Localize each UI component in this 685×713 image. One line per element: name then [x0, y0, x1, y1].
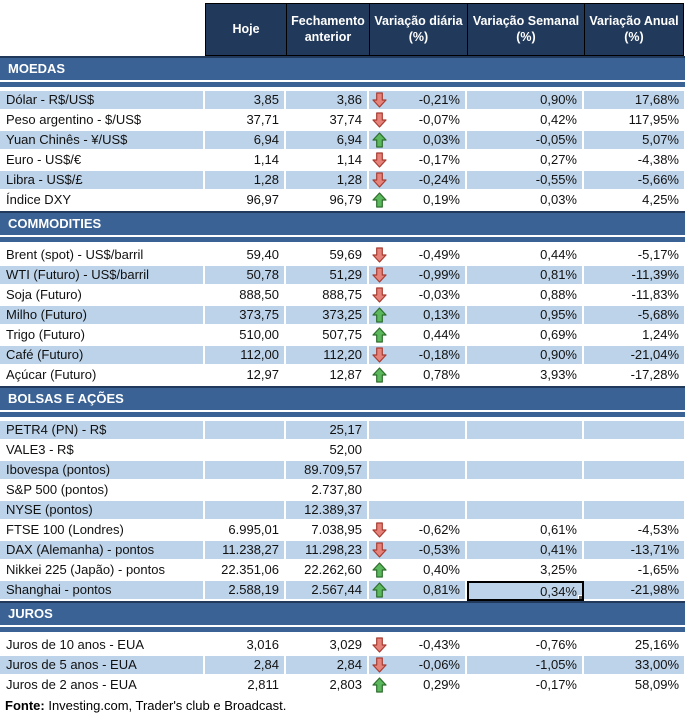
variacao-diaria-cell[interactable]: [369, 246, 467, 266]
fechamento-cell[interactable]: 373,25: [286, 306, 369, 326]
row-label-cell[interactable]: Trigo (Futuro): [0, 326, 205, 346]
variacao-anual-cell[interactable]: -11,39%: [584, 266, 684, 286]
fechamento-cell[interactable]: 112,20: [286, 346, 369, 366]
fechamento-cell[interactable]: 96,79: [286, 191, 369, 211]
trend-up-arrow-icon: [372, 677, 387, 693]
variacao-anual-cell[interactable]: -11,83%: [584, 286, 684, 306]
variacao-anual-cell[interactable]: -1,65%: [584, 561, 684, 581]
variacao-semanal-cell[interactable]: 0,81%: [467, 266, 584, 286]
variacao-diaria-cell[interactable]: [369, 366, 467, 386]
hoje-cell[interactable]: 12,97: [205, 366, 286, 386]
column-header-1[interactable]: Hoje: [206, 4, 286, 55]
row-label-cell[interactable]: DAX (Alemanha) - pontos: [0, 541, 205, 561]
column-header-2[interactable]: Fechamento anterior: [287, 4, 369, 55]
fechamento-cell[interactable]: 6,94: [286, 131, 369, 151]
hoje-cell[interactable]: 2.588,19: [205, 581, 286, 601]
trend-up-arrow-icon: [372, 192, 387, 208]
hoje-cell[interactable]: 1,28: [205, 171, 286, 191]
fechamento-cell[interactable]: 52,00: [286, 441, 369, 461]
variacao-diaria-value: -0,49%: [418, 247, 460, 262]
header-columns: [205, 3, 684, 56]
hoje-cell[interactable]: 1,14: [205, 151, 286, 171]
variacao-diaria-value: 0,78%: [423, 367, 460, 382]
fechamento-cell[interactable]: 51,29: [286, 266, 369, 286]
variacao-semanal-cell[interactable]: -1,05%: [467, 656, 584, 676]
hoje-cell[interactable]: 2,84: [205, 656, 286, 676]
row-label-cell[interactable]: WTI (Futuro) - US$/barril: [0, 266, 205, 286]
section-strip-moedas: [0, 82, 685, 87]
variacao-anual-cell[interactable]: 25,16%: [584, 636, 684, 656]
variacao-anual-cell[interactable]: 17,68%: [584, 91, 684, 111]
variacao-semanal-cell-selected[interactable]: 0,34%: [467, 581, 584, 601]
variacao-semanal-cell[interactable]: -0,05%: [467, 131, 584, 151]
variacao-diaria-cell[interactable]: [369, 521, 467, 541]
table-row: [0, 306, 685, 326]
variacao-anual-cell[interactable]: [584, 421, 684, 441]
variacao-diaria-cell[interactable]: [369, 151, 467, 171]
source-note-text: Investing.com, Trader's club e Broadcast.: [44, 698, 287, 713]
section-header-bolsas-e-a-es[interactable]: [0, 386, 685, 417]
trend-up-arrow-icon: [372, 307, 387, 323]
fechamento-cell[interactable]: 11.298,23: [286, 541, 369, 561]
row-label-cell[interactable]: PETR4 (PN) - R$: [0, 421, 205, 441]
row-label-cell[interactable]: Ibovespa (pontos): [0, 461, 205, 481]
hoje-cell[interactable]: 3,85: [205, 91, 286, 111]
variacao-semanal-cell[interactable]: 0,69%: [467, 326, 584, 346]
table-header: [0, 3, 685, 56]
table-row: [0, 441, 685, 461]
row-label-cell[interactable]: Juros de 2 anos - EUA: [0, 676, 205, 696]
variacao-semanal-cell[interactable]: 0,90%: [467, 91, 584, 111]
variacao-diaria-value: -0,18%: [418, 347, 460, 362]
trend-up-arrow-icon: [372, 327, 387, 343]
fechamento-cell[interactable]: 25,17: [286, 421, 369, 441]
variacao-semanal-cell[interactable]: 3,25%: [467, 561, 584, 581]
hoje-cell[interactable]: 3,016: [205, 636, 286, 656]
table-row: [0, 481, 685, 501]
column-header-3[interactable]: Variação diária (%): [370, 4, 467, 55]
hoje-cell[interactable]: [205, 461, 286, 481]
hoje-cell[interactable]: 373,75: [205, 306, 286, 326]
variacao-semanal-cell[interactable]: 0,95%: [467, 306, 584, 326]
table-row: [0, 266, 685, 286]
table-row: [0, 636, 685, 656]
table-row: [0, 501, 685, 521]
variacao-anual-cell[interactable]: -4,53%: [584, 521, 684, 541]
variacao-diaria-value: -0,17%: [418, 152, 460, 167]
variacao-diaria-value: -0,21%: [418, 92, 460, 107]
trend-icon-empty: [372, 462, 387, 478]
hoje-cell[interactable]: 22.351,06: [205, 561, 286, 581]
hoje-cell[interactable]: 50,78: [205, 266, 286, 286]
variacao-semanal-cell[interactable]: 0,88%: [467, 286, 584, 306]
fechamento-cell[interactable]: 3,029: [286, 636, 369, 656]
row-label-cell[interactable]: FTSE 100 (Londres): [0, 521, 205, 541]
section-header-commodities[interactable]: [0, 211, 685, 242]
variacao-diaria-value: -0,24%: [418, 172, 460, 187]
hoje-cell[interactable]: 510,00: [205, 326, 286, 346]
variacao-diaria-cell[interactable]: [369, 461, 467, 481]
fechamento-cell[interactable]: 2.737,80: [286, 481, 369, 501]
row-label-cell[interactable]: S&P 500 (pontos): [0, 481, 205, 501]
variacao-anual-cell[interactable]: 58,09%: [584, 676, 684, 696]
trend-down-arrow-icon: [372, 347, 387, 363]
trend-down-arrow-icon: [372, 112, 387, 128]
variacao-semanal-cell[interactable]: 0,27%: [467, 151, 584, 171]
variacao-anual-cell[interactable]: -13,71%: [584, 541, 684, 561]
variacao-diaria-value: -0,99%: [418, 267, 460, 282]
table-row: [0, 191, 685, 211]
hoje-cell[interactable]: 112,00: [205, 346, 286, 366]
variacao-semanal-cell[interactable]: 3,93%: [467, 366, 584, 386]
variacao-semanal-cell[interactable]: 0,42%: [467, 111, 584, 131]
hoje-cell[interactable]: [205, 501, 286, 521]
trend-down-arrow-icon: [372, 637, 387, 653]
trend-icon-empty: [372, 502, 387, 518]
variacao-anual-cell[interactable]: 5,07%: [584, 131, 684, 151]
hoje-cell[interactable]: 2,811: [205, 676, 286, 696]
variacao-semanal-cell[interactable]: [467, 441, 584, 461]
variacao-diaria-value: -0,43%: [418, 637, 460, 652]
variacao-semanal-cell[interactable]: [467, 481, 584, 501]
variacao-semanal-cell[interactable]: 0,61%: [467, 521, 584, 541]
variacao-diaria-cell[interactable]: [369, 286, 467, 306]
fechamento-cell[interactable]: 507,75: [286, 326, 369, 346]
table-row: [0, 521, 685, 541]
variacao-diaria-value: -0,03%: [418, 287, 460, 302]
variacao-diaria-value: 0,29%: [423, 677, 460, 692]
fechamento-cell[interactable]: 2,803: [286, 676, 369, 696]
row-label-cell[interactable]: Juros de 10 anos - EUA: [0, 636, 205, 656]
row-label-cell[interactable]: Soja (Futuro): [0, 286, 205, 306]
table-row: [0, 131, 685, 151]
variacao-anual-cell[interactable]: 117,95%: [584, 111, 684, 131]
hoje-cell[interactable]: [205, 421, 286, 441]
table-row: [0, 421, 685, 441]
trend-down-arrow-icon: [372, 92, 387, 108]
fechamento-cell[interactable]: 1,28: [286, 171, 369, 191]
variacao-semanal-cell[interactable]: -0,76%: [467, 636, 584, 656]
hoje-cell[interactable]: 59,40: [205, 246, 286, 266]
row-label-cell[interactable]: Juros de 5 anos - EUA: [0, 656, 205, 676]
table-row: [0, 541, 685, 561]
fechamento-cell[interactable]: 12,87: [286, 366, 369, 386]
variacao-diaria-cell[interactable]: [369, 636, 467, 656]
table-row: [0, 111, 685, 131]
table-row: [0, 461, 685, 481]
hoje-cell[interactable]: [205, 481, 286, 501]
row-label-cell[interactable]: VALE3 - R$: [0, 441, 205, 461]
source-note: [0, 696, 685, 713]
variacao-anual-cell[interactable]: -21,04%: [584, 346, 684, 366]
row-label-cell[interactable]: Nikkei 225 (Japão) - pontos: [0, 561, 205, 581]
variacao-semanal-cell[interactable]: 0,41%: [467, 541, 584, 561]
section-title-bolsas-e-a-es: BOLSAS E AÇÕES: [0, 386, 685, 410]
variacao-diaria-value: 0,13%: [423, 307, 460, 322]
variacao-diaria-cell[interactable]: [369, 131, 467, 151]
table-row: [0, 561, 685, 581]
trend-up-arrow-icon: [372, 562, 387, 578]
fechamento-cell[interactable]: 2.567,44: [286, 581, 369, 601]
variacao-anual-cell[interactable]: [584, 441, 684, 461]
table-row: [0, 151, 685, 171]
header-corner-cell: [0, 3, 205, 56]
variacao-semanal-cell[interactable]: -0,17%: [467, 676, 584, 696]
table-body: [0, 56, 685, 696]
variacao-semanal-cell[interactable]: [467, 421, 584, 441]
section-header-moedas[interactable]: [0, 56, 685, 87]
trend-down-arrow-icon: [372, 267, 387, 283]
variacao-diaria-value: -0,53%: [418, 542, 460, 557]
section-strip-juros: [0, 627, 685, 632]
variacao-diaria-cell[interactable]: [369, 656, 467, 676]
hoje-cell[interactable]: 96,97: [205, 191, 286, 211]
column-header-4[interactable]: Variação Semanal (%): [468, 4, 584, 55]
source-note-label: Fonte:: [5, 698, 45, 713]
hoje-cell[interactable]: 11.238,27: [205, 541, 286, 561]
variacao-diaria-value: -0,07%: [418, 112, 460, 127]
variacao-diaria-cell[interactable]: [369, 346, 467, 366]
variacao-diaria-cell[interactable]: [369, 421, 467, 441]
variacao-anual-cell[interactable]: -4,38%: [584, 151, 684, 171]
row-label-cell[interactable]: Índice DXY: [0, 191, 205, 211]
section-header-juros[interactable]: [0, 601, 685, 632]
table-row: [0, 346, 685, 366]
fechamento-cell[interactable]: 888,75: [286, 286, 369, 306]
row-label-cell[interactable]: Brent (spot) - US$/barril: [0, 246, 205, 266]
variacao-semanal-cell[interactable]: 0,03%: [467, 191, 584, 211]
table-row: [0, 286, 685, 306]
variacao-diaria-value: 0,44%: [423, 327, 460, 342]
variacao-semanal-cell[interactable]: 0,44%: [467, 246, 584, 266]
trend-up-arrow-icon: [372, 582, 387, 598]
variacao-diaria-value: 0,03%: [423, 132, 460, 147]
variacao-semanal-cell[interactable]: 0,90%: [467, 346, 584, 366]
variacao-diaria-value: 0,81%: [423, 582, 460, 597]
table-row: [0, 91, 685, 111]
trend-icon-empty: [372, 442, 387, 458]
variacao-anual-cell[interactable]: -17,28%: [584, 366, 684, 386]
variacao-diaria-cell[interactable]: [369, 306, 467, 326]
variacao-diaria-value: -0,06%: [418, 657, 460, 672]
variacao-diaria-cell[interactable]: [369, 561, 467, 581]
trend-down-arrow-icon: [372, 287, 387, 303]
variacao-anual-cell[interactable]: -5,17%: [584, 246, 684, 266]
section-strip-bolsas-e-a-es: [0, 412, 685, 417]
table-row: [0, 326, 685, 346]
variacao-diaria-cell[interactable]: [369, 676, 467, 696]
variacao-diaria-cell[interactable]: [369, 541, 467, 561]
variacao-diaria-cell[interactable]: [369, 581, 467, 601]
trend-down-arrow-icon: [372, 152, 387, 168]
table-row: [0, 676, 685, 696]
row-label-cell[interactable]: Peso argentino - $/US$: [0, 111, 205, 131]
row-label-cell[interactable]: Libra - US$/£: [0, 171, 205, 191]
variacao-semanal-cell[interactable]: [467, 461, 584, 481]
fechamento-cell[interactable]: 59,69: [286, 246, 369, 266]
fechamento-cell[interactable]: 12.389,37: [286, 501, 369, 521]
variacao-diaria-cell[interactable]: [369, 481, 467, 501]
variacao-diaria-cell[interactable]: [369, 111, 467, 131]
variacao-anual-cell[interactable]: -5,66%: [584, 171, 684, 191]
trend-down-arrow-icon: [372, 542, 387, 558]
trend-down-arrow-icon: [372, 247, 387, 263]
section-title-juros: JUROS: [0, 601, 685, 625]
variacao-diaria-value: 0,40%: [423, 562, 460, 577]
fechamento-cell[interactable]: 2,84: [286, 656, 369, 676]
variacao-anual-cell[interactable]: 33,00%: [584, 656, 684, 676]
variacao-anual-cell[interactable]: [584, 481, 684, 501]
trend-down-arrow-icon: [372, 172, 387, 188]
variacao-anual-cell[interactable]: [584, 461, 684, 481]
variacao-diaria-cell[interactable]: [369, 326, 467, 346]
variacao-diaria-cell[interactable]: [369, 91, 467, 111]
variacao-anual-cell[interactable]: [584, 501, 684, 521]
variacao-diaria-cell[interactable]: [369, 501, 467, 521]
trend-icon-empty: [372, 482, 387, 498]
column-header-5[interactable]: Variação Anual (%): [585, 4, 683, 55]
hoje-cell[interactable]: 888,50: [205, 286, 286, 306]
variacao-anual-cell[interactable]: 1,24%: [584, 326, 684, 346]
variacao-anual-cell[interactable]: -21,98%: [584, 581, 684, 601]
variacao-diaria-value: -0,62%: [418, 522, 460, 537]
row-label-cell[interactable]: Dólar - R$/US$: [0, 91, 205, 111]
trend-up-arrow-icon: [372, 367, 387, 383]
variacao-diaria-cell[interactable]: [369, 171, 467, 191]
fechamento-cell[interactable]: 89.709,57: [286, 461, 369, 481]
row-label-cell[interactable]: Euro - US$/€: [0, 151, 205, 171]
table-row: [0, 581, 685, 601]
fechamento-cell[interactable]: 1,14: [286, 151, 369, 171]
hoje-cell[interactable]: [205, 441, 286, 461]
table-row: [0, 656, 685, 676]
row-label-cell[interactable]: Milho (Futuro): [0, 306, 205, 326]
variacao-diaria-cell[interactable]: [369, 191, 467, 211]
fechamento-cell[interactable]: 3,86: [286, 91, 369, 111]
section-title-commodities: COMMODITIES: [0, 211, 685, 235]
fechamento-cell[interactable]: 37,74: [286, 111, 369, 131]
variacao-semanal-cell[interactable]: -0,55%: [467, 171, 584, 191]
hoje-cell[interactable]: 6.995,01: [205, 521, 286, 541]
variacao-diaria-value: 0,19%: [423, 192, 460, 207]
row-label-cell[interactable]: NYSE (pontos): [0, 501, 205, 521]
table-row: [0, 366, 685, 386]
table-row: [0, 171, 685, 191]
row-label-cell[interactable]: Yuan Chinês - ¥/US$: [0, 131, 205, 151]
row-label-cell[interactable]: Açúcar (Futuro): [0, 366, 205, 386]
trend-down-arrow-icon: [372, 522, 387, 538]
variacao-anual-cell[interactable]: -5,68%: [584, 306, 684, 326]
table-row: [0, 246, 685, 266]
section-title-moedas: MOEDAS: [0, 56, 685, 80]
hoje-cell[interactable]: 6,94: [205, 131, 286, 151]
variacao-anual-cell[interactable]: 4,25%: [584, 191, 684, 211]
hoje-cell[interactable]: 37,71: [205, 111, 286, 131]
fechamento-cell[interactable]: 7.038,95: [286, 521, 369, 541]
trend-icon-empty: [372, 422, 387, 438]
variacao-semanal-cell[interactable]: [467, 501, 584, 521]
variacao-diaria-cell[interactable]: [369, 266, 467, 286]
row-label-cell[interactable]: Shanghai - pontos: [0, 581, 205, 601]
fechamento-cell[interactable]: 22.262,60: [286, 561, 369, 581]
trend-up-arrow-icon: [372, 132, 387, 148]
section-strip-commodities: [0, 237, 685, 242]
variacao-diaria-cell[interactable]: [369, 441, 467, 461]
trend-down-arrow-icon: [372, 657, 387, 673]
row-label-cell[interactable]: Café (Futuro): [0, 346, 205, 366]
